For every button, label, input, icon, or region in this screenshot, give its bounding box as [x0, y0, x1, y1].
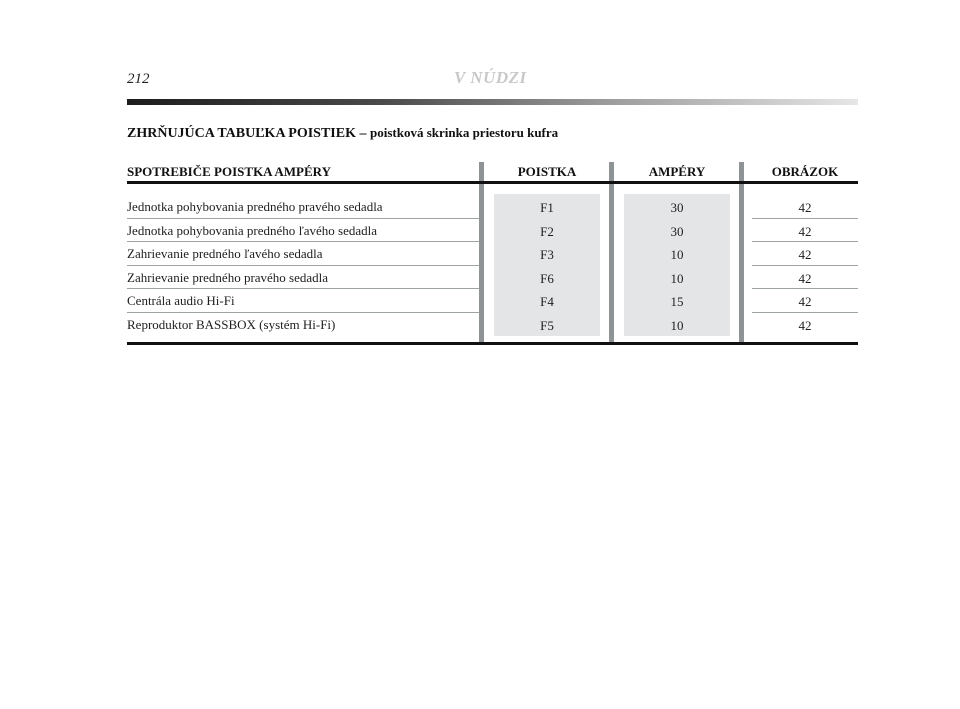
cell-amps: 10	[670, 317, 684, 333]
cell-fuse: F1	[540, 200, 554, 215]
cell-figure: 42	[798, 200, 812, 215]
cell-amps: 30	[670, 223, 684, 239]
column-separator	[609, 162, 614, 344]
header-device: SPOTREBIČE POISTKA AMPÉRY	[127, 164, 331, 179]
row-divider	[127, 288, 479, 289]
cell-figure: 42	[798, 294, 812, 309]
cell-device: Jednotka pohybovania predného pravého sedadla	[127, 199, 383, 214]
header-amps: AMPÉRY	[648, 164, 706, 179]
table-title-main: ZHRŇUJÚCA TABUĽKA POISTIEK –	[127, 126, 370, 141]
header-fuse: POISTKA	[517, 164, 577, 179]
cell-device: Zahrievanie predného ľavého sedadla	[127, 246, 323, 261]
cell-amps: 10	[670, 247, 684, 262]
cell-figure: 42	[798, 317, 812, 333]
header-figure: OBRÁZOK	[771, 164, 839, 179]
cell-fuse: F2	[540, 223, 554, 239]
cell-amps: 30	[670, 200, 684, 215]
cell-amps: 15	[670, 294, 684, 309]
header-rule	[127, 181, 858, 184]
cell-device: Centrála audio Hi-Fi	[127, 293, 235, 308]
section-title: V NÚDZI	[454, 68, 527, 87]
table-title-sub: poistková skrinka priestoru kufra	[369, 125, 559, 140]
cell-device: Zahrievanie predného pravého sedadla	[127, 269, 329, 285]
header-gradient-bar	[127, 99, 858, 105]
cell-fuse: F4	[540, 294, 554, 309]
row-divider	[752, 241, 858, 242]
cell-amps: 10	[670, 270, 684, 286]
cell-device: Jednotka pohybovania predného ľavého sedadla	[127, 222, 378, 238]
cell-fuse: F6	[540, 270, 554, 286]
cell-fuse: F5	[540, 317, 554, 333]
cell-device: Reproduktor BASSBOX (systém Hi-Fi)	[127, 316, 336, 332]
column-separator	[739, 162, 744, 344]
column-separator	[479, 162, 484, 344]
cell-figure: 42	[798, 270, 812, 286]
row-divider	[127, 265, 479, 266]
row-divider	[752, 265, 858, 266]
row-divider	[752, 288, 858, 289]
row-divider	[752, 218, 858, 219]
footer-rule	[127, 342, 858, 345]
cell-figure: 42	[798, 247, 812, 262]
row-divider	[127, 312, 479, 313]
cell-figure: 42	[798, 223, 812, 239]
page-number: 212	[127, 71, 150, 87]
cell-fuse: F3	[540, 247, 554, 262]
row-divider	[127, 241, 479, 242]
table-title	[127, 125, 558, 142]
row-divider	[752, 312, 858, 313]
row-divider	[127, 218, 479, 219]
